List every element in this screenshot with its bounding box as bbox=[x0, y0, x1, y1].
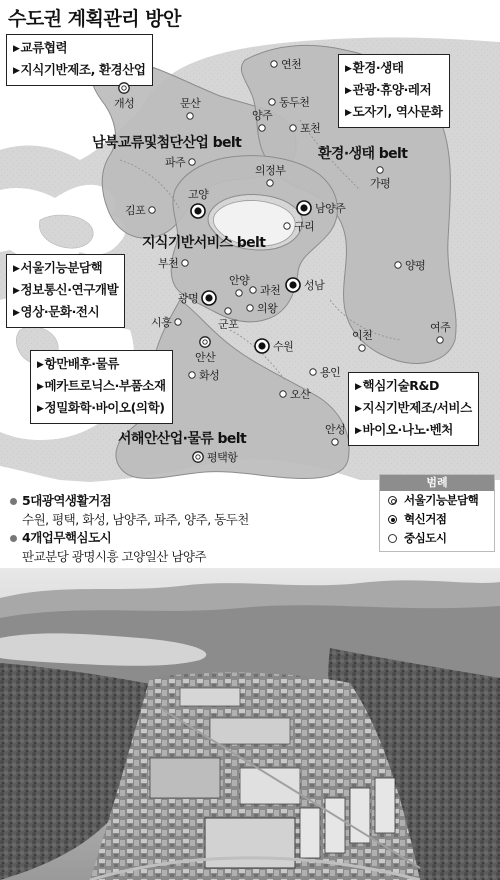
city-label-goyang: 고양 bbox=[188, 188, 209, 201]
infobox-northwest: ▶교류협력 ▶지식기반제조, 환경산업 bbox=[6, 34, 153, 86]
note-heading: 4개업무핵심도시 bbox=[8, 529, 249, 547]
city-label-uiwang: 의왕 bbox=[257, 302, 278, 315]
infobox-item: 항만배후·물류 bbox=[44, 356, 119, 371]
legend-label: 혁신거점 bbox=[404, 512, 447, 526]
city-marker-osan bbox=[280, 391, 286, 397]
aerial-industrial-photo-icon bbox=[0, 568, 500, 880]
city-marker-yeoju bbox=[437, 337, 443, 343]
city-marker-gimpo bbox=[149, 207, 155, 213]
city-marker-uijeongbu bbox=[267, 180, 273, 186]
city-marker-seongnam bbox=[286, 278, 300, 292]
note-text: 수원, 평택, 화성, 남양주, 파주, 양주, 동두천 bbox=[22, 512, 249, 527]
city-label-guri: 구리 bbox=[294, 220, 315, 233]
bullet-icon bbox=[10, 498, 17, 505]
legend-title: 범례 bbox=[380, 475, 494, 491]
legend-item-center bbox=[380, 529, 494, 548]
infobox-item: 정보통신·연구개발 bbox=[20, 282, 119, 297]
city-marker-pocheon bbox=[290, 125, 296, 131]
legend-label: 서울기능분담핵 bbox=[404, 493, 479, 507]
city-marker-munsan bbox=[187, 113, 193, 119]
infobox-west: ▶서울기능분담핵 ▶정보통신·연구개발 ▶영상·문화·전시 bbox=[6, 254, 125, 328]
city-label-pyeongtaek: 평택항 bbox=[207, 451, 238, 464]
city-label-namyangju: 남양주 bbox=[315, 202, 346, 215]
city-label-seongnam: 성남 bbox=[304, 279, 325, 292]
belt-label-east: 환경·생태 belt bbox=[318, 146, 408, 162]
legend bbox=[379, 474, 495, 552]
legend-label: 중심도시 bbox=[404, 531, 447, 545]
belt-label-center: 지식기반서비스 belt bbox=[142, 235, 266, 251]
city-label-gwacheon: 과천 bbox=[260, 284, 281, 297]
city-label-gunpo: 군포 bbox=[218, 318, 239, 331]
map-title: 수도권 계획관리 방안 bbox=[8, 8, 181, 30]
city-marker-paju bbox=[189, 159, 195, 165]
city-label-osan: 오산 bbox=[290, 388, 311, 401]
city-label-yangju: 양주 bbox=[252, 109, 273, 122]
city-label-dongducheon: 동두천 bbox=[279, 96, 310, 109]
city-label-uijeongbu: 의정부 bbox=[255, 164, 286, 177]
city-marker-gapyeong bbox=[377, 167, 383, 173]
city-marker-gaeseong bbox=[119, 83, 129, 93]
note-text: 판교분당 광명시흥 고양일산 남양주 bbox=[22, 549, 207, 564]
city-label-munsan: 문산 bbox=[180, 97, 201, 110]
infobox-item: 메카트로닉스·부품소재 bbox=[44, 378, 166, 393]
city-marker-goyang bbox=[191, 204, 205, 218]
infobox-item: 지식기반제조, 환경산업 bbox=[20, 62, 146, 77]
infobox-southwest: ▶항만배후·물류 ▶메카트로닉스·부품소재 ▶정밀화학·바이오(의학) bbox=[30, 350, 173, 424]
city-label-icheon: 이천 bbox=[352, 329, 373, 342]
city-label-pocheon: 포천 bbox=[300, 122, 321, 135]
infobox-item: 환경·생태 bbox=[352, 60, 404, 75]
infobox-item: 영상·문화·전시 bbox=[20, 304, 100, 319]
city-marker-yangpyeong bbox=[395, 262, 401, 268]
city-marker-yeoncheon bbox=[271, 61, 277, 67]
city-label-yongin: 용인 bbox=[320, 366, 341, 379]
city-marker-siheung bbox=[175, 319, 181, 325]
infobox-item: 바이오·나노·벤처 bbox=[362, 422, 453, 437]
city-marker-gwangmyeong bbox=[202, 291, 216, 305]
city-marker-guri bbox=[284, 223, 290, 229]
city-label-yeoncheon: 연천 bbox=[281, 58, 302, 71]
city-label-paju: 파주 bbox=[165, 156, 186, 169]
city-marker-hwaseong bbox=[189, 372, 195, 378]
city-marker-namyangju bbox=[297, 201, 311, 215]
infobox-item: 지식기반제조/서비스 bbox=[362, 400, 472, 415]
city-marker-dongducheon bbox=[269, 99, 275, 105]
aerial-photo bbox=[0, 568, 500, 880]
infobox-northeast: ▶환경·생태 ▶관광·휴양·레저 ▶도자기, 역사문화 bbox=[338, 54, 450, 128]
center-city-marker-icon bbox=[388, 534, 397, 543]
city-marker-anseong bbox=[332, 439, 338, 445]
city-label-suwon: 수원 bbox=[273, 340, 294, 353]
infobox-item: 관광·휴양·레저 bbox=[352, 82, 432, 97]
city-marker-icheon bbox=[359, 345, 365, 351]
city-marker-gunpo bbox=[225, 308, 231, 314]
city-label-anseong: 안성 bbox=[325, 423, 346, 436]
notes bbox=[8, 492, 249, 566]
infobox-item: 핵심기술R&D bbox=[362, 378, 439, 393]
city-label-siheung: 시흥 bbox=[151, 316, 172, 329]
city-marker-pyeongtaek bbox=[193, 452, 203, 462]
belt-label-north: 남북교류및첨단산업 belt bbox=[92, 135, 242, 151]
infobox-item: 서울기능분담핵 bbox=[20, 260, 103, 275]
infobox-southeast: ▶핵심기술R&D ▶지식기반제조/서비스 ▶바이오·나노·벤처 bbox=[348, 372, 479, 446]
city-label-gwangmyeong: 광명 bbox=[178, 292, 199, 305]
city-marker-gwacheon bbox=[250, 287, 256, 293]
city-label-hwaseong: 화성 bbox=[199, 369, 220, 382]
city-label-bucheon: 부천 bbox=[158, 257, 179, 270]
city-marker-anyang bbox=[236, 290, 242, 296]
legend-item-innovation bbox=[380, 510, 494, 529]
city-label-yangpyeong: 양평 bbox=[405, 259, 426, 272]
bullet-icon bbox=[10, 535, 17, 542]
city-label-ansan: 안산 bbox=[195, 351, 216, 364]
city-label-gimpo: 김포 bbox=[125, 204, 146, 217]
city-marker-ansan bbox=[200, 337, 210, 347]
city-marker-bucheon bbox=[182, 260, 188, 266]
legend-item-core bbox=[380, 491, 494, 510]
infobox-item: 정밀화학·바이오(의학) bbox=[44, 400, 165, 415]
city-marker-suwon bbox=[255, 339, 269, 353]
core-marker-icon bbox=[388, 496, 397, 505]
infobox-item: 교류협력 bbox=[20, 40, 68, 55]
note-heading: 5대광역생활거점 bbox=[8, 492, 249, 510]
infobox-item: 도자기, 역사문화 bbox=[352, 104, 443, 119]
city-marker-uiwang bbox=[247, 305, 253, 311]
city-marker-yangju bbox=[259, 125, 265, 131]
city-label-gapyeong: 가평 bbox=[370, 177, 391, 190]
city-label-anyang: 안양 bbox=[229, 274, 250, 287]
city-marker-yongin bbox=[310, 369, 316, 375]
city-label-yeoju: 여주 bbox=[430, 321, 451, 334]
innovation-marker-icon bbox=[388, 515, 397, 524]
belt-label-south: 서해안산업·물류 belt bbox=[118, 431, 247, 447]
city-label-gaeseong: 개성 bbox=[114, 97, 135, 110]
